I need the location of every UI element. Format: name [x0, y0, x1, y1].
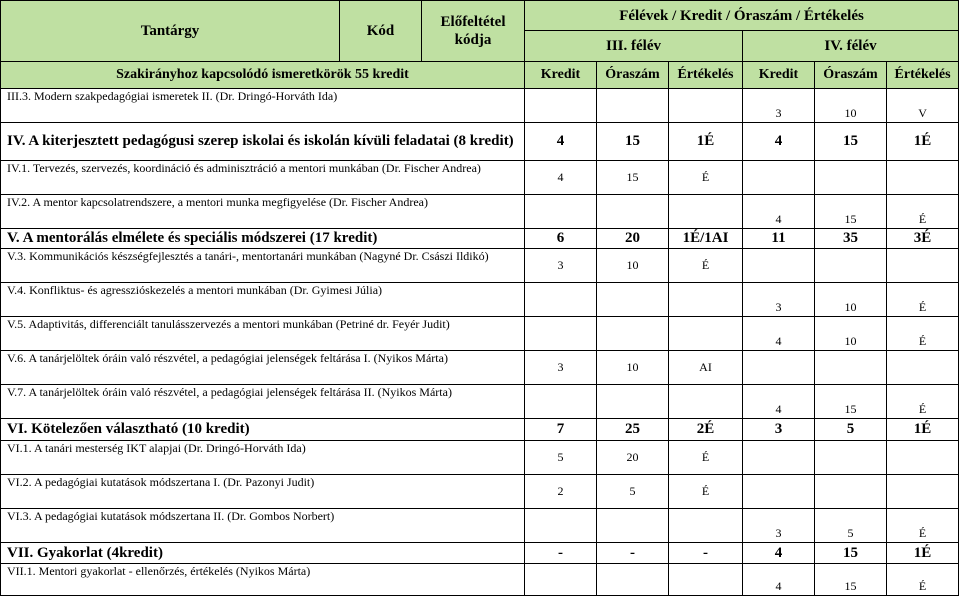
cell-sem3-oraszam [597, 89, 669, 123]
cell-sem3-kredit: 2 [525, 475, 597, 509]
cell-sem4-ertekeles: 1É [887, 543, 959, 564]
cell-sem3-ertekeles [669, 283, 743, 317]
cell-sem3-kredit [525, 317, 597, 351]
cell-sem4-kredit: 3 [743, 419, 815, 441]
table-row [1, 475, 959, 509]
cell-sem4-kredit: 4 [743, 564, 815, 596]
course-name: V.3. Kommunikációs készségfejlesztés a tanári-, mentortanári munkában (Nagyné Dr. Császi Ildikó) [1, 249, 525, 283]
cell-sem3-oraszam: 20 [597, 229, 669, 249]
cell-sem3-kredit: - [525, 543, 597, 564]
col-oraszam-3: Óraszám [597, 62, 669, 89]
cell-sem3-kredit [525, 385, 597, 419]
cell-sem4-ertekeles: É [887, 317, 959, 351]
cell-sem4-kredit: 4 [743, 385, 815, 419]
col-kredit-3: Kredit [525, 62, 597, 89]
cell-sem4-oraszam [815, 161, 887, 195]
course-name: VI.2. A pedagógiai kutatások módszertana I. (Dr. Pazonyi Judit) [1, 475, 525, 509]
cell-sem3-oraszam: 10 [597, 351, 669, 385]
cell-sem4-ertekeles: 1É [887, 123, 959, 161]
cell-sem3-kredit: 6 [525, 229, 597, 249]
table-row [1, 161, 959, 195]
cell-sem3-kredit [525, 509, 597, 543]
table-row [1, 385, 959, 419]
cell-sem3-kredit: 4 [525, 123, 597, 161]
cell-sem3-ertekeles: É [669, 441, 743, 475]
cell-sem4-oraszam: 5 [815, 509, 887, 543]
cell-sem4-ertekeles [887, 161, 959, 195]
cell-sem4-kredit [743, 161, 815, 195]
cell-sem4-ertekeles: É [887, 564, 959, 596]
cell-sem3-kredit [525, 89, 597, 123]
course-name: VI.1. A tanári mesterség IKT alapjai (Dr. Dringó-Horváth Ida) [1, 441, 525, 475]
header-kod: Kód [340, 1, 422, 62]
cell-sem4-oraszam [815, 441, 887, 475]
cell-sem3-oraszam: - [597, 543, 669, 564]
cell-sem4-oraszam: 15 [815, 195, 887, 229]
cell-sem4-oraszam: 15 [815, 564, 887, 596]
cell-sem4-kredit: 4 [743, 123, 815, 161]
cell-sem4-oraszam: 5 [815, 419, 887, 441]
cell-sem3-oraszam [597, 317, 669, 351]
cell-sem4-kredit [743, 441, 815, 475]
cell-sem4-oraszam: 10 [815, 283, 887, 317]
course-name: VII. Gyakorlat (4kredit) [1, 543, 525, 564]
cell-sem3-oraszam: 15 [597, 123, 669, 161]
cell-sem4-kredit: 3 [743, 509, 815, 543]
table-row [1, 283, 959, 317]
cell-sem4-oraszam: 10 [815, 317, 887, 351]
header-semester-3: III. félév [525, 31, 743, 62]
col-ertekeles-4: Értékelés [887, 62, 959, 89]
table-row [1, 249, 959, 283]
course-name: V.7. A tanárjelöltek óráin való részvétel, a pedagógiai jelenségek feltárása II. (Nyikos Márta) [1, 385, 525, 419]
course-name: VII.1. Mentori gyakorlat - ellenőrzés, értékelés (Nyikos Márta) [1, 564, 525, 596]
cell-sem3-ertekeles: É [669, 249, 743, 283]
course-name: III.3. Modern szakpedagógiai ismeretek II. (Dr. Dringó-Horváth Ida) [1, 89, 525, 123]
course-name: V.4. Konfliktus- és agresszióskezelés a mentori munkában (Dr. Gyimesi Júlia) [1, 283, 525, 317]
cell-sem3-ertekeles [669, 385, 743, 419]
cell-sem3-oraszam [597, 385, 669, 419]
cell-sem4-oraszam: 35 [815, 229, 887, 249]
table-row [1, 317, 959, 351]
course-name: V.5. Adaptivitás, differenciált tanulásszervezés a mentori munkában (Petriné dr. Feyér Judit) [1, 317, 525, 351]
course-name: IV.2. A mentor kapcsolatrendszere, a mentori munka megfigyelése (Dr. Fischer Andrea) [1, 195, 525, 229]
cell-sem4-ertekeles: 1É [887, 419, 959, 441]
cell-sem4-ertekeles [887, 249, 959, 283]
table-row [1, 564, 959, 596]
table-row [1, 351, 959, 385]
cell-sem3-ertekeles [669, 89, 743, 123]
category-row [1, 543, 959, 564]
cell-sem4-ertekeles [887, 351, 959, 385]
cell-sem4-oraszam: 15 [815, 123, 887, 161]
cell-sem3-kredit: 4 [525, 161, 597, 195]
cell-sem3-kredit: 5 [525, 441, 597, 475]
cell-sem4-ertekeles: V [887, 89, 959, 123]
cell-sem3-kredit [525, 564, 597, 596]
cell-sem4-oraszam [815, 475, 887, 509]
course-name: V. A mentorálás elmélete és speciális módszerei (17 kredit) [1, 229, 525, 249]
cell-sem3-ertekeles: 1É/1AI [669, 229, 743, 249]
table-row [1, 195, 959, 229]
cell-sem3-oraszam [597, 509, 669, 543]
cell-sem4-oraszam: 10 [815, 89, 887, 123]
cell-sem3-oraszam: 15 [597, 161, 669, 195]
cell-sem3-kredit: 7 [525, 419, 597, 441]
cell-sem3-kredit [525, 195, 597, 229]
cell-sem3-oraszam: 5 [597, 475, 669, 509]
cell-sem4-ertekeles: É [887, 283, 959, 317]
cell-sem3-oraszam [597, 283, 669, 317]
cell-sem4-kredit: 4 [743, 317, 815, 351]
header-tantargy: Tantárgy [1, 1, 340, 62]
category-row [1, 123, 959, 161]
header-semester-4: IV. félév [743, 31, 959, 62]
cell-sem4-ertekeles: É [887, 385, 959, 419]
cell-sem3-kredit: 3 [525, 351, 597, 385]
cell-sem3-ertekeles: AI [669, 351, 743, 385]
cell-sem3-ertekeles: É [669, 475, 743, 509]
cell-sem4-ertekeles: É [887, 509, 959, 543]
cell-sem4-kredit [743, 351, 815, 385]
cell-sem3-kredit [525, 283, 597, 317]
col-ertekeles-3: Értékelés [669, 62, 743, 89]
course-name: VI.3. A pedagógiai kutatások módszertana II. (Dr. Gombos Norbert) [1, 509, 525, 543]
cell-sem4-kredit [743, 475, 815, 509]
cell-sem4-ertekeles: 3É [887, 229, 959, 249]
header-elofeltetel-line2: kódja [454, 32, 492, 48]
cell-sem3-ertekeles: 2É [669, 419, 743, 441]
cell-sem4-ertekeles [887, 475, 959, 509]
cell-sem4-kredit: 4 [743, 543, 815, 564]
cell-sem4-kredit [743, 249, 815, 283]
cell-sem3-ertekeles [669, 317, 743, 351]
cell-sem3-oraszam: 25 [597, 419, 669, 441]
course-name: V.6. A tanárjelöltek óráin való részvétel, a pedagógiai jelenségek feltárása I. (Nyikos Márta) [1, 351, 525, 385]
cell-sem3-ertekeles [669, 509, 743, 543]
cell-sem3-oraszam: 10 [597, 249, 669, 283]
cell-sem3-ertekeles [669, 564, 743, 596]
cell-sem4-kredit: 4 [743, 195, 815, 229]
col-kredit-4: Kredit [743, 62, 815, 89]
cell-sem4-kredit: 3 [743, 283, 815, 317]
course-name: VI. Kötelezően választható (10 kredit) [1, 419, 525, 441]
cell-sem4-ertekeles [887, 441, 959, 475]
cell-sem3-ertekeles: É [669, 161, 743, 195]
cell-sem3-ertekeles: 1É [669, 123, 743, 161]
course-name: IV. A kiterjesztett pedagógusi szerep iskolai és iskolán kívüli feladatai (8 kredit) [1, 123, 525, 161]
cell-sem3-ertekeles [669, 195, 743, 229]
cell-sem4-kredit: 11 [743, 229, 815, 249]
table-row [1, 509, 959, 543]
cell-sem4-oraszam [815, 249, 887, 283]
category-row [1, 419, 959, 441]
table-row [1, 441, 959, 475]
course-name: IV.1. Tervezés, szervezés, koordináció és adminisztráció a mentori munkában (Dr. Fischer Andrea) [1, 161, 525, 195]
col-oraszam-4: Óraszám [815, 62, 887, 89]
cell-sem4-oraszam: 15 [815, 543, 887, 564]
cell-sem4-oraszam [815, 351, 887, 385]
cell-sem4-ertekeles: É [887, 195, 959, 229]
header-elofeltetel [422, 1, 525, 62]
cell-sem4-kredit: 3 [743, 89, 815, 123]
cell-sem3-ertekeles: - [669, 543, 743, 564]
header-elofeltetel-line1: Előfeltétel [440, 14, 506, 30]
cell-sem3-oraszam [597, 564, 669, 596]
cell-sem4-oraszam: 15 [815, 385, 887, 419]
cell-sem3-kredit: 3 [525, 249, 597, 283]
header-felevek: Félévek / Kredit / Óraszám / Értékelés [525, 1, 959, 31]
category-row [1, 229, 959, 249]
section-title: Szakirányhoz kapcsolódó ismeretkörök 55 kredit [1, 62, 525, 89]
cell-sem3-oraszam [597, 195, 669, 229]
table-row [1, 89, 959, 123]
cell-sem3-oraszam: 20 [597, 441, 669, 475]
